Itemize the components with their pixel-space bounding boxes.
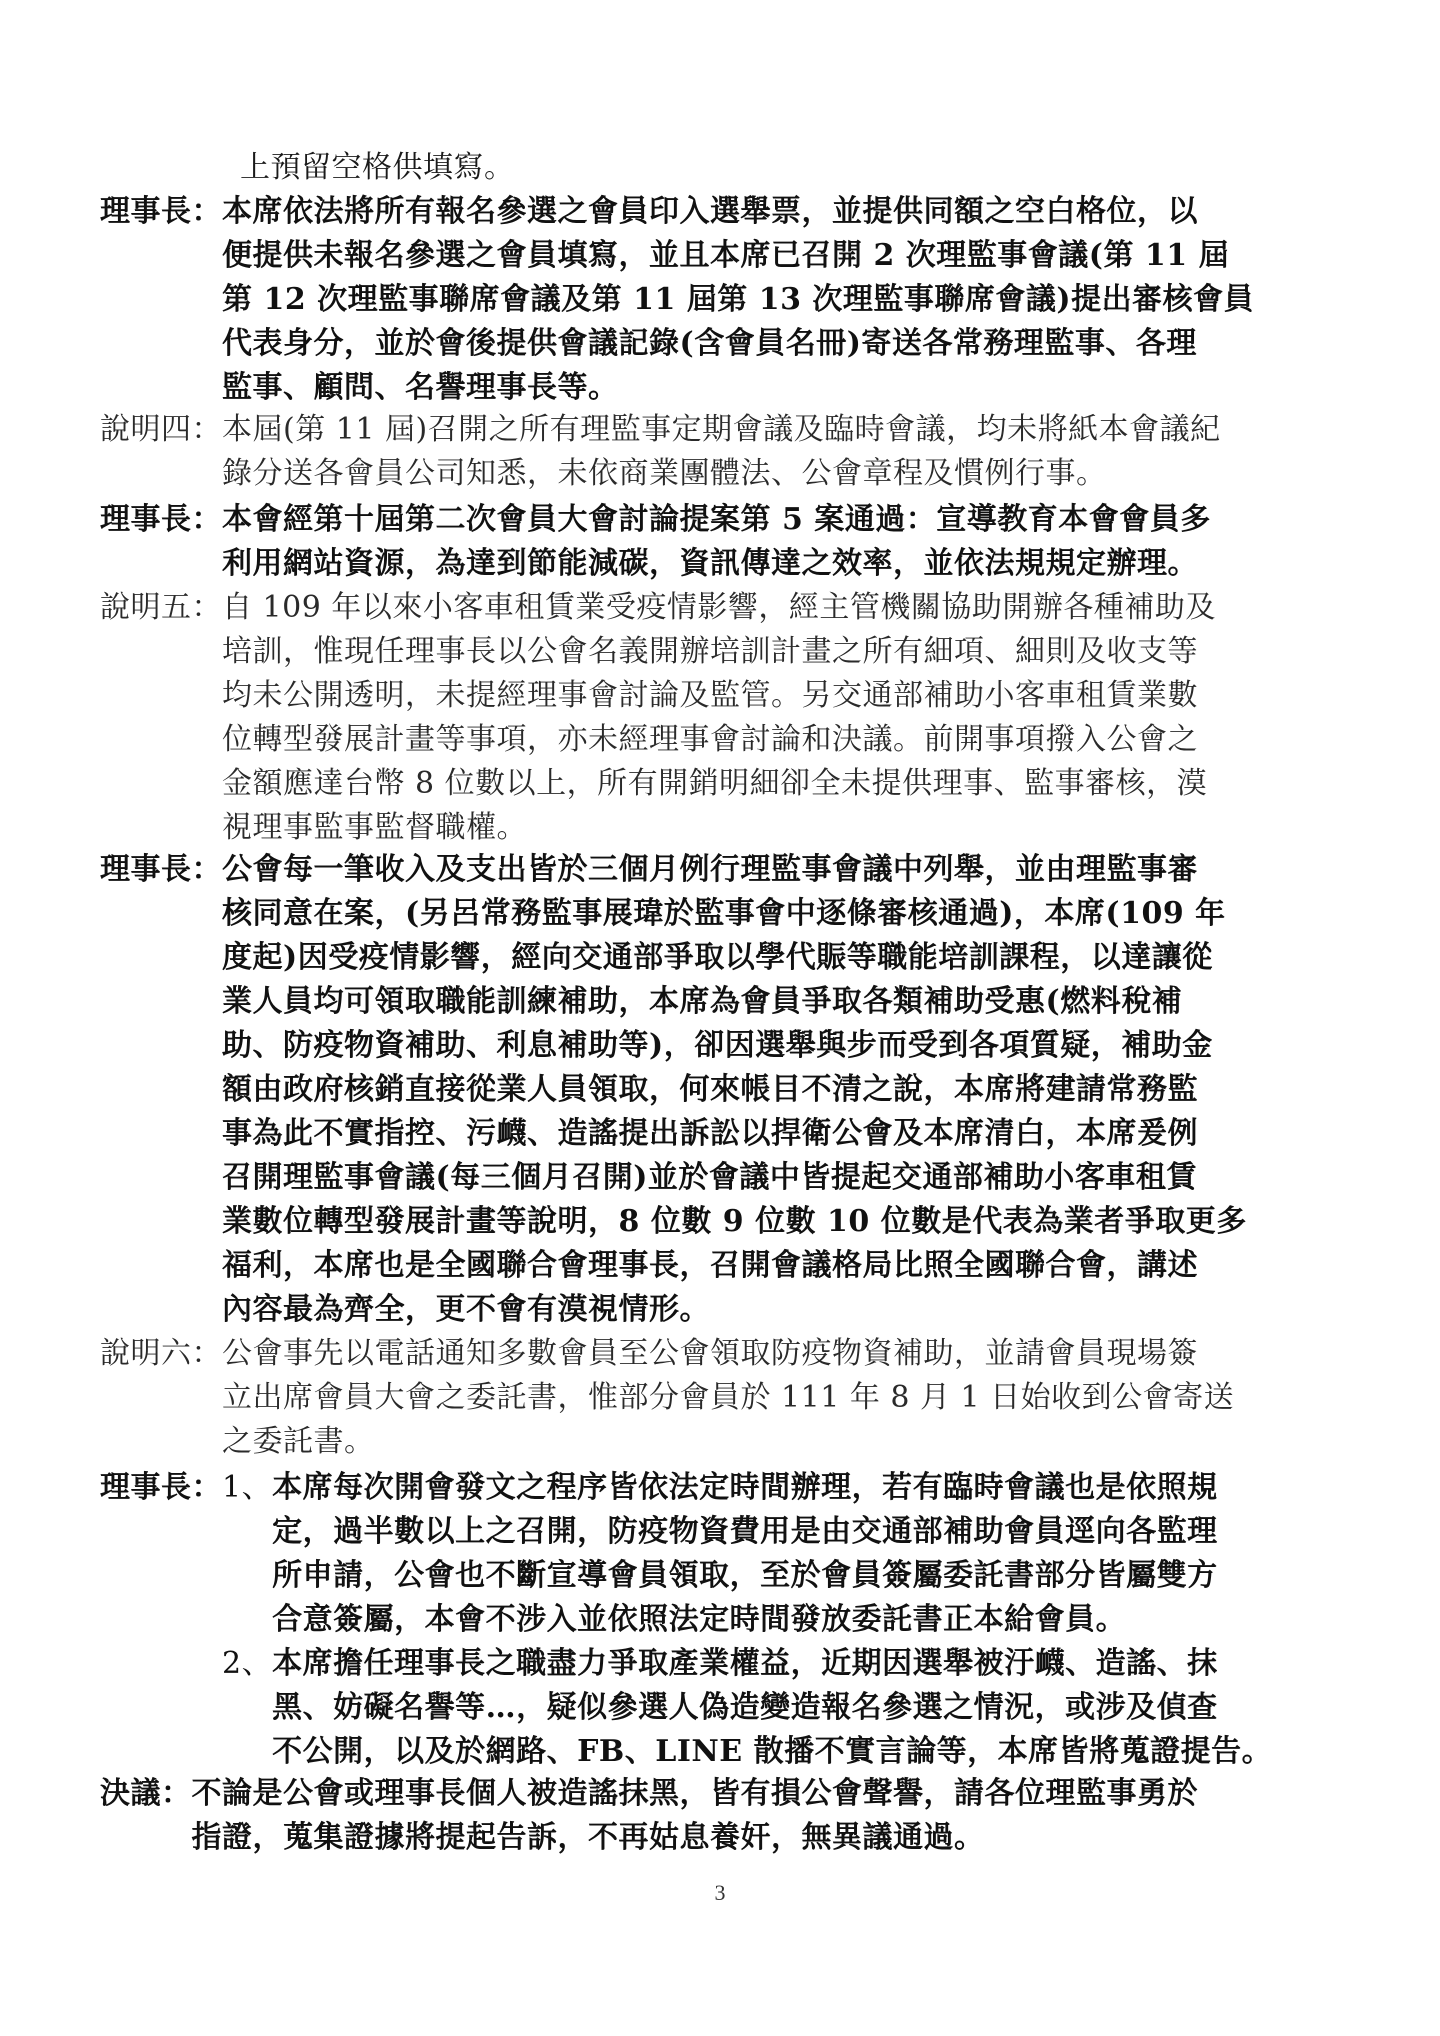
response-text xyxy=(222,848,1350,1332)
text-line: 自 109 年以來小客車租賃業受疫情影響，經主管機關協助開辦各種補助及 xyxy=(222,590,1216,625)
resolution-label: 決議： xyxy=(100,1776,192,1811)
text-line: 業人員均可領取職能訓練補助，本席為會員爭取各類補助受惠(燃料稅補 xyxy=(222,984,1183,1019)
speaker-label: 理事長： xyxy=(100,502,222,537)
resolution xyxy=(100,1772,1350,1860)
numbered-item xyxy=(222,1642,1350,1774)
text-line: 黑、妨礙名譽等…，疑似參選人偽造變造報名參選之情況，或涉及偵查 xyxy=(272,1690,1218,1725)
text-line: 度起)因受疫情影響，經向交通部爭取以學代賑等職能培訓課程，以達讓從 xyxy=(222,940,1213,975)
text-line: 不公開，以及於網路、FB、LINE 散播不實言論等，本席皆將蒐證提告。 xyxy=(272,1734,1273,1769)
text-line: 便提供未報名參選之會員填寫，並且本席已召開 2 次理監事會議(第 11 屆 xyxy=(222,238,1230,273)
explanation-6 xyxy=(100,1332,1350,1464)
explanation-text xyxy=(222,1332,1350,1464)
text-line: 金額應達台幣 8 位數以上，所有開銷明細卻全未提供理事、監事審核，漠 xyxy=(222,766,1208,801)
response-items xyxy=(222,1466,1350,1774)
text-line: 所申請，公會也不斷宣導會員領取，至於會員簽屬委託書部分皆屬雙方 xyxy=(272,1558,1218,1593)
text-line: 均未公開透明，未提經理事會討論及監管。另交通部補助小客車租賃業數 xyxy=(222,678,1198,713)
text-line: 業數位轉型發展計畫等說明，8 位數 9 位數 10 位數是代表為業者爭取更多 xyxy=(222,1204,1247,1239)
explanation-text xyxy=(222,586,1350,850)
text-line: 培訓，惟現任理事長以公會名義開辦培訓計畫之所有細項、細則及收支等 xyxy=(222,634,1198,669)
explanation-label: 說明四： xyxy=(100,412,222,447)
page-number: 3 xyxy=(714,1880,726,1905)
speaker-label: 理事長： xyxy=(100,194,222,229)
text-line: 本屆(第 11 屆)召開之所有理監事定期會議及臨時會議，均未將紙本會議紀 xyxy=(222,412,1221,447)
item-number: 1、 xyxy=(222,1470,273,1505)
text-line: 錄分送各會員公司知悉，未依商業團體法、公會章程及慣例行事。 xyxy=(222,456,1107,491)
speaker-label: 理事長： xyxy=(100,1470,222,1505)
text-line: 本會經第十屆第二次會員大會討論提案第 5 案通過：宣導教育本會會員多 xyxy=(222,502,1211,537)
text-line: 利用網站資源，為達到節能減碳，資訊傳達之效率，並依法規規定辦理。 xyxy=(222,546,1198,581)
numbered-item xyxy=(222,1466,1350,1642)
explanation-label: 說明六： xyxy=(100,1336,222,1371)
text-line: 公會事先以電話通知多數會員至公會領取防疫物資補助，並請會員現場簽 xyxy=(222,1336,1198,1371)
item-text xyxy=(272,1642,1350,1774)
response-text xyxy=(222,190,1350,410)
text-line: 之委託書。 xyxy=(222,1424,375,1459)
chairman-response-2 xyxy=(100,498,1350,586)
text-line: 核同意在案，(另呂常務監事展瑋於監事會中逐條審核通過)，本席(109 年 xyxy=(222,896,1226,931)
text-line: 位轉型發展計畫等事項，亦未經理事會討論和決議。前開事項撥入公會之 xyxy=(222,722,1198,757)
explanation-text xyxy=(222,408,1350,496)
text-line: 指證，蒐集證據將提起告訴，不再姑息養奸，無異議通過。 xyxy=(191,1820,985,1855)
resolution-text xyxy=(192,1772,1351,1860)
item-text xyxy=(272,1466,1350,1642)
text-line: 內容最為齊全，更不會有漠視情形。 xyxy=(222,1292,710,1327)
chairman-response-3 xyxy=(100,848,1350,1332)
speaker-label: 理事長： xyxy=(100,852,222,887)
chairman-response-1 xyxy=(100,190,1350,410)
text-line: 定，過半數以上之召開，防疫物資費用是由交通部補助會員逕向各監理 xyxy=(272,1514,1218,1549)
item-number: 2、 xyxy=(222,1646,273,1681)
text-line: 第 12 次理監事聯席會議及第 11 屆第 13 次理監事聯席會議)提出審核會員 xyxy=(222,282,1255,317)
text-line: 合意簽屬，本會不涉入並依照法定時間發放委託書正本給會員。 xyxy=(272,1602,1127,1637)
text-line: 本席每次開會發文之程序皆依法定時間辦理，若有臨時會議也是依照規 xyxy=(272,1470,1218,1505)
explanation-5 xyxy=(100,586,1350,850)
text-line: 召開理監事會議(每三個月召開)並於會議中皆提起交通部補助小客車租賃 xyxy=(222,1160,1197,1195)
text-line: 助、防疫物資補助、利息補助等)，卻因選舉與步而受到各項質疑，補助金 xyxy=(222,1028,1213,1063)
text-line: 額由政府核銷直接從業人員領取，何來帳目不清之說，本席將建請常務監 xyxy=(222,1072,1198,1107)
response-text xyxy=(222,498,1350,586)
text-line: 事為此不實指控、污衊、造謠提出訴訟以捍衛公會及本席清白，本席爰例 xyxy=(222,1116,1198,1151)
explanation-label: 說明五： xyxy=(100,590,222,625)
continuation-text xyxy=(240,146,1340,190)
text-line: 立出席會員大會之委託書，惟部分會員於 111 年 8 月 1 日始收到公會寄送 xyxy=(222,1380,1235,1415)
text-line: 不論是公會或理事長個人被造謠抹黑，皆有損公會聲譽，請各位理監事勇於 xyxy=(191,1776,1198,1811)
text-line: 監事、顧問、名譽理事長等。 xyxy=(222,370,619,405)
continuation-line: 上預留空格供填寫。 xyxy=(240,150,515,185)
explanation-4 xyxy=(100,408,1350,496)
text-line: 本席擔任理事長之職盡力爭取產業權益，近期因選舉被汙衊、造謠、抹 xyxy=(272,1646,1218,1681)
text-line: 福利，本席也是全國聯合會理事長，召開會議格局比照全國聯合會，講述 xyxy=(222,1248,1198,1283)
text-line: 公會每一筆收入及支出皆於三個月例行理監事會議中列舉，並由理監事審 xyxy=(222,852,1198,887)
text-line: 代表身分，並於會後提供會議記錄(含會員名冊)寄送各常務理監事、各理 xyxy=(222,326,1197,361)
chairman-response-4 xyxy=(100,1466,1350,1774)
text-line: 視理事監事監督職權。 xyxy=(222,810,527,845)
text-line: 本席依法將所有報名參選之會員印入選舉票，並提供同額之空白格位，以 xyxy=(222,194,1198,229)
